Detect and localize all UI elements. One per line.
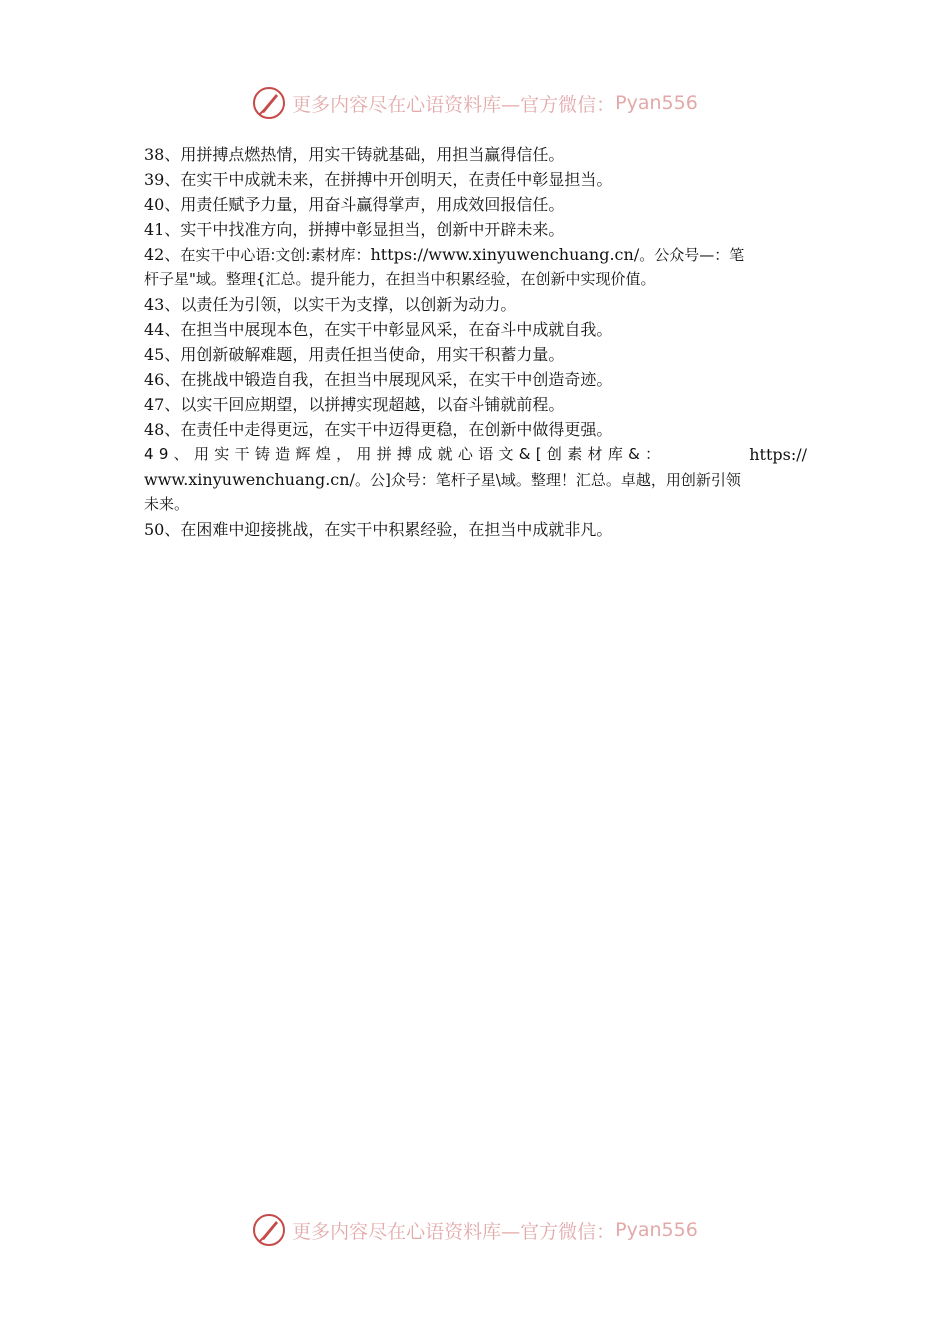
footer-banner [0, 1208, 950, 1252]
list-item: 48、在责任中走得更远，在实干中迈得更稳，在创新中做得更强。 [144, 420, 613, 439]
list-item: 43、以责任为引领，以实干为支撑，以创新为动力。 [144, 295, 517, 314]
list-item-continuation: 未来。 [144, 495, 190, 513]
list-item-continuation [144, 467, 807, 492]
item-text: 49、用实干铸造辉煌，用拼搏成就心语文&[创素材库&： [144, 445, 666, 463]
header-banner [0, 81, 950, 125]
banner-text: 更多内容尽在心语资料库—官方微信： [292, 1220, 616, 1243]
list-item: 47、以实干回应期望，以拼搏实现超越，以奋斗铺就前程。 [144, 395, 565, 414]
banner-wechat-id: Pyan556 [615, 92, 698, 114]
list-item: 46、在挑战中锻造自我，在担当中展现风采，在实干中创造奇迹。 [144, 370, 613, 389]
feather-pen-logo-icon [252, 1213, 286, 1247]
document-body [144, 142, 807, 542]
item-text: 在实干中心语:文创:素材库： [180, 246, 371, 264]
list-item-continuation: 杆子星"域。整理{汇总。提升能力，在担当中积累经验，在创新中实现价值。 [144, 270, 656, 288]
banner-wechat-id: Pyan556 [615, 1219, 698, 1241]
item-number: 42、 [144, 245, 181, 264]
item-text: 。公]众号：笔杆子星\域。整理！汇总。卓越，用创新引领 [354, 471, 741, 489]
url-link[interactable]: https:// [749, 445, 807, 464]
list-item [144, 242, 807, 267]
list-item: 40、用责任赋予力量，用奋斗赢得掌声，用成效回报信任。 [144, 195, 565, 214]
item-text: 。公众号—：笔 [639, 246, 745, 264]
list-item: 44、在担当中展现本色，在实干中彰显风采，在奋斗中成就自我。 [144, 320, 613, 339]
list-item [144, 442, 807, 467]
feather-pen-logo-icon [252, 86, 286, 120]
list-item: 45、用创新破解难题，用责任担当使命，用实干积蓄力量。 [144, 345, 565, 364]
list-item: 39、在实干中成就未来，在拼搏中开创明天，在责任中彰显担当。 [144, 170, 613, 189]
list-item: 41、实干中找准方向，拼搏中彰显担当，创新中开辟未来。 [144, 220, 565, 239]
url-link[interactable]: https://www.xinyuwenchuang.cn/ [370, 245, 640, 264]
list-item: 38、用拼搏点燃热情，用实干铸就基础，用担当赢得信任。 [144, 145, 565, 164]
list-item: 50、在困难中迎接挑战，在实干中积累经验，在担当中成就非凡。 [144, 520, 613, 539]
url-link[interactable]: www.xinyuwenchuang.cn/ [144, 470, 355, 489]
banner-text: 更多内容尽在心语资料库—官方微信： [292, 93, 616, 116]
